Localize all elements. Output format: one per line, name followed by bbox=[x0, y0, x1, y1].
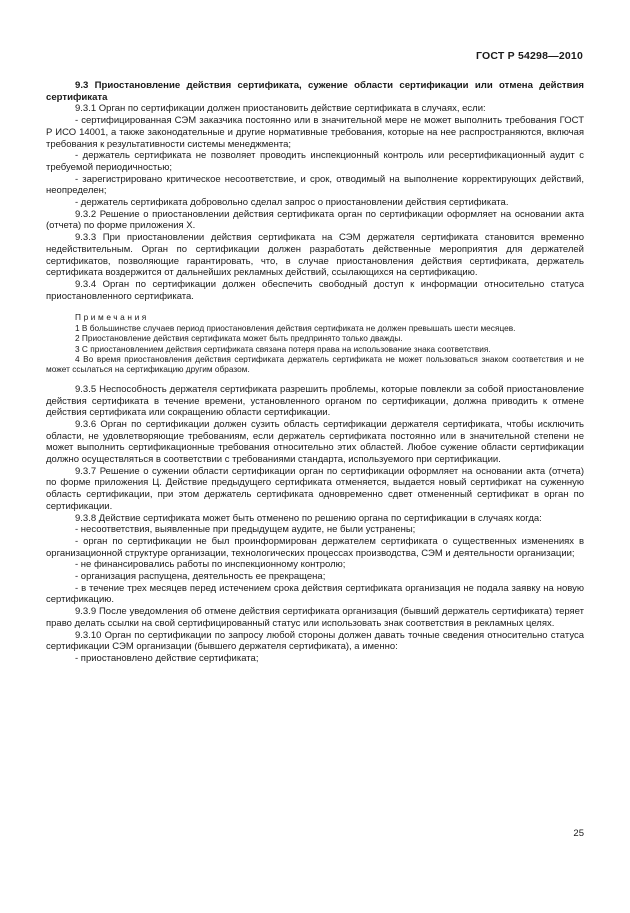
paragraph-9-3-4: 9.3.4 Орган по сертификации должен обеспечить свободный доступ к информации относительно статуса приостановленного сертификата. bbox=[46, 278, 584, 302]
page-content bbox=[46, 80, 584, 665]
paragraph-9-3-2: 9.3.2 Решение о приостановлении действия сертификата орган по сертификации оформляет на основании акта (отчета) по форме приложения Х. bbox=[46, 208, 584, 232]
paragraph-9-3-6: 9.3.6 Орган по сертификации должен сузить область сертификации держателя сертификата, чтобы исключить области, не удовлетворяющие требованиям, если держатель сертификата постоянно или в значительной степени не может выполнить сертификационные требования относительно этих областей. Любое сужение области сертификации должно осуществляться в соответствии с требованиями стандарта, используемого при сертификации. bbox=[46, 418, 584, 466]
list-item: - орган по сертификации не был проинформирован держателем сертификата о существенных изменениях в организационной структуре организации, технологических процессах производства, СЭМ и деятельности организации; bbox=[46, 535, 584, 559]
notes-title: Примечания bbox=[75, 312, 149, 323]
list-item: - несоответствия, выявленные при предыдущем аудите, не были устранены; bbox=[75, 524, 416, 536]
list-item: - держатель сертификата добровольно сделал запрос о приостановлении действия сертификата. bbox=[75, 197, 509, 209]
list-item: - приостановлено действие сертификата; bbox=[75, 652, 259, 664]
list-item: - в течение трех месяцев перед истечением срока действия сертификата организация не подала заявку на новую сертификацию. bbox=[46, 582, 584, 606]
paragraph-9-3-7: 9.3.7 Решение о сужении области сертификации орган по сертификации оформляет на основании акта (отчета) по форме приложения Ц. Действие предыдущего сертификата отменяется, выдается новый сертификат на суженную область сертификации, при этом держатель сертификата одновременно сдвет отмененный сертификат в орган по сертификации. bbox=[46, 465, 584, 512]
paragraph-9-3-10: 9.3.10 Орган по сертификации по запросу любой стороны должен давать точные сведения относительно статуса сертификации СЭМ организации (бывшего держателя сертификата), а именно: bbox=[46, 629, 584, 653]
paragraph-9-3-5: 9.3.5 Неспособность держателя сертификата разрешить проблемы, которые повлекли за собой приостановление действия сертификата в течение времени, установленного органом по сертификации, должна приводить к отмене действия сертификата или сокращению области сертификации. bbox=[46, 383, 584, 419]
list-item: - зарегистрировано критическое несоответствие, и срок, отводимый на выполнение корректирующих действий, неопределен; bbox=[46, 173, 584, 197]
note-item: 2 Приостановление действия сертификата может быть предпринято только дважды. bbox=[75, 333, 403, 344]
note-item: 4 Во время приостановления действия сертификата держатель сертификата не может пользоваться знаком соответствия и не может ссылаться на сертификацию другим образом. bbox=[46, 353, 584, 375]
page-number: 25 bbox=[573, 828, 584, 839]
paragraph-9-3-3: 9.3.3 При приостановлении действия сертификата на СЭМ держателя сертификата становится временно недействительным. Орган по сертификации должен разработать действенные мероприятия для держателей сертификатов, позволяющие гарантировать, что, в случае приостановления действия сертификата, держатель сертификата воздержится от дальнейших рекламных действий, ссылающихся на сертификацию. bbox=[46, 232, 584, 279]
list-item: - держатель сертификата не позволяет проводить инспекционный контроль или ресертификационный аудит с требуемой периодичностью; bbox=[46, 150, 584, 173]
paragraph-9-3-9: 9.3.9 После уведомления об отмене действия сертификата организация (бывший держатель сертификата) теряет право делать ссылки на свой сертифицированный статус или использовать знак соответствия в рекламных целях. bbox=[46, 606, 584, 629]
note-item: 1 В большинстве случаев период приостановления действия сертификата не должен превышать шести месяцев. bbox=[75, 322, 516, 333]
notes-block bbox=[46, 312, 584, 374]
list-item: - организация распущена, деятельность ее прекращена; bbox=[75, 571, 326, 583]
page-header: ГОСТ Р 54298—2010 bbox=[475, 50, 583, 62]
list-item: - сертифицированная СЭМ заказчика постоянно или в значительной мере не может выполнить требования ГОСТ Р ИСО 14001, а также законодательные и другие нормативные требования, которые на нее распространяются, включая требования к результативности системы менеджмента; bbox=[46, 115, 584, 150]
section-heading: 9.3 Приостановление действия сертификата, сужение области сертификации или отмена действия сертификата bbox=[46, 80, 584, 103]
paragraph-9-3-8: 9.3.8 Действие сертификата может быть отменено по решению органа по сертификации в случаях когда: bbox=[75, 512, 542, 524]
note-item: 3 С приостановлением действия сертификата связана потеря права на использование знака соответствия. bbox=[75, 343, 491, 354]
list-item: - не финансировались работы по инспекционному контролю; bbox=[75, 559, 346, 571]
paragraph-9-3-1: 9.3.1 Орган по сертификации должен приостановить действие сертификата в случаях, если: bbox=[75, 103, 486, 115]
